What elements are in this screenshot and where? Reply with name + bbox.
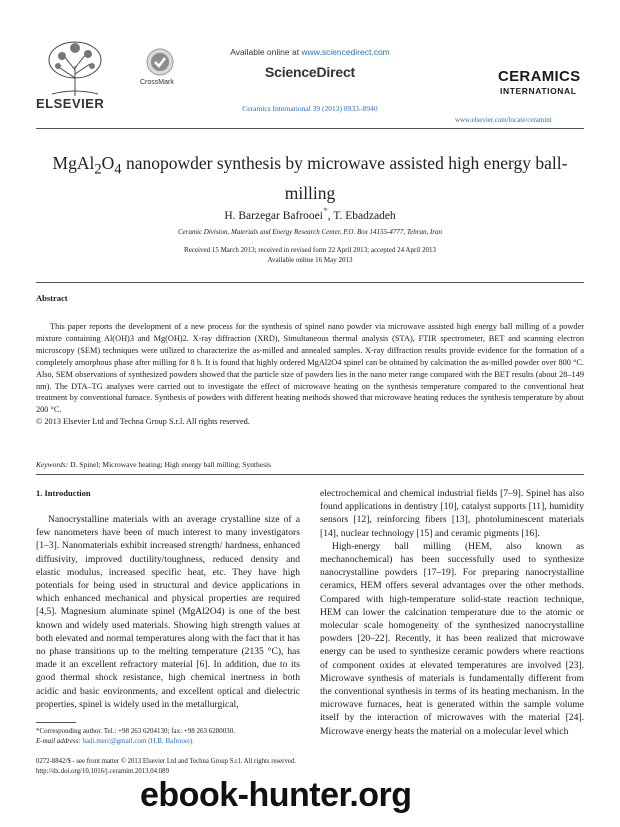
paragraph: electrochemical and chemical industrial fields [7–9]. Spinel has also found applications in dentistry [10], catalyst supports [11], humidity sensors [12], reinforcing fibers [13], photoluminescent materials [14], nuclear technology [15] and ceramic pigments [16]. [320, 488, 584, 539]
watermark: ebook-hunter.org [140, 776, 412, 814]
available-date: Available online 16 May 2013 [267, 256, 353, 264]
abstract-bottom-rule [36, 474, 584, 475]
author-name: H. Barzegar Bafrooei [224, 209, 323, 222]
article-dates [0, 245, 620, 265]
abstract-text [36, 321, 584, 428]
keywords-line [36, 460, 271, 469]
email-label: E-mail address: [36, 737, 83, 745]
corresponding-author-note: *Corresponding author. Tel.: +98 263 6204130; fax: +98 263 6280030. [36, 727, 235, 735]
header-rule [36, 128, 584, 129]
keywords-list: D. Spinel; Microwave heating; High energy ball milling; Synthesis [68, 460, 271, 469]
journal-url-link[interactable]: www.elsevier.com/locate/ceramint [455, 116, 552, 124]
journal-reference-link[interactable]: Ceramics International 39 (2013) 8933–8940 [242, 104, 378, 113]
article-title [40, 152, 580, 205]
paragraph: Nanocrystalline materials with an average crystalline size of a few nanometers have been of much interest to many investigators [1–3]. Nanomaterials exhibit increased strength/ hardness, enhanced diffusivity, improved ductility/toughness, reduced density and elastic modulus, increased specific heat, etc. They have high potentials for being used in structural and device applications in which enhanced mechanical and physical properties are required [4,5]. Magnesium aluminate spinel (MgAl2O4) is one of the best known and widely used materials. Showing high strength values at both elevated and normal temperatures along with the fact that it has no phase transitions up to the melting temperature (2135 °C), has made it an excellent refractory material [6]. In addition, due to its good thermal shock resistance, high chemical inertness in both acidic and basic environments, and excellent optical and dielectric properties, spinel is widely used in the metallurgical, [36, 514, 300, 710]
left-column [36, 513, 300, 711]
right-column [320, 487, 584, 738]
footnote [36, 726, 300, 746]
available-online-line [0, 47, 620, 57]
front-matter-footer [36, 757, 584, 777]
paragraph: High-energy ball milling (HEM, also known as mechanochemical) has been successfully used to synthesize nanocrystalline powders [17–19]. For preparing nanocrystalline ceramics, HEM offers several advantages over the other methods. Compared with high-temperature solid-state reaction technique, HEM can lower the calcination temperature due to the atomic or molecular scale homogeneity of the synthesized nanocrystalline powders [20–22]. Recently, it has been realized that microwave energy can be used to synthesize ceramic powders where reactions of component oxides at elevated temperatures are involved [23]. Microwave synthesis of materials is fundamentally different from the conventional synthesis in terms of its heating mechanism. In the microwave furnaces, heat is generated within the sample volume itself by the interaction of microwaves with the material [24]. Microwave energy heats the material on a molecular level which [320, 540, 584, 737]
title-subscript: 2 [94, 161, 102, 178]
title-text: O [101, 153, 115, 173]
title-text: MgAl [52, 153, 95, 173]
section-heading-introduction: 1. Introduction [36, 488, 91, 498]
title-subscript: 4 [114, 161, 122, 178]
footnote-rule [36, 722, 76, 723]
corresponding-author-mark[interactable]: * [322, 206, 328, 217]
available-online-prefix: Available online at [230, 47, 302, 57]
doi-link[interactable]: http://dx.doi.org/10.1016/j.ceramint.2013.04.089 [36, 768, 169, 775]
email-link[interactable]: hadi.merc@gmail.com (H.B. Bafrooei). [82, 737, 195, 745]
abstract-heading: Abstract [36, 293, 68, 303]
abstract-copyright: © 2013 Elsevier Ltd and Techna Group S.r.l. All rights reserved. [36, 417, 250, 427]
publisher-name: ELSEVIER [36, 96, 105, 111]
title-text: nanopowder synthesis by microwave assisted high energy ball-milling [121, 153, 568, 203]
received-dates: Received 15 March 2013; received in revised form 22 April 2013; accepted 24 April 2013 [184, 246, 436, 254]
front-matter-line: 0272-8842/$ - see front matter © 2013 Elsevier Ltd and Techna Group S.r.l. All rights reserved. [36, 758, 296, 765]
author-list [0, 206, 620, 222]
affiliation: Ceramic Division, Materials and Energy Research Center, P.O. Box 14155-4777, Tehran, Iran [177, 228, 443, 236]
author-name: , T. Ebadzadeh [327, 209, 396, 222]
sciencedirect-link[interactable]: www.sciencedirect.com [301, 47, 390, 57]
abstract-body-text: This paper reports the development of a new process for the synthesis of spinel nano powder via microwave assisted high energy ball milling of a powder mixture containing Al(OH)3 and Mg(OH)2. X-ray diffraction (XRD), Simultaneous thermal analysis (STA), FTIR spectrometer, BET and scanning electron microscopy (SEM) techniques were utilized to characterize the as-milled and annealed samples. X-ray diffraction results provide evidence for the formation of a completely amorphous phase after milling for 8 h. It is found that highly ordered MgAl2O4 spinel can be obtained by calcination the as-milled powder over 800 °C. Also, SEM observations of synthesized powders showed that the particle size of powders lies in the nano meter range compared with the BET results (about 28–149 nm). The DTA–TG analyses were carried out to investigate the effect of microwave heating on the synthesis temperature compared to the conventional heat treatment by conventional furnace. Synthesis of powders with different heating methods showed that microwave heating reduces the synthesis temperature by about 200 °C. [36, 322, 584, 415]
crossmark-label: CrossMark [140, 79, 174, 86]
journal-name: CERAMICS [498, 68, 581, 85]
sciencedirect-logo: ScienceDirect [264, 64, 355, 80]
abstract-top-rule [36, 282, 584, 283]
keywords-label: Keywords: [36, 460, 69, 469]
journal-name-sub: INTERNATIONAL [500, 86, 577, 96]
